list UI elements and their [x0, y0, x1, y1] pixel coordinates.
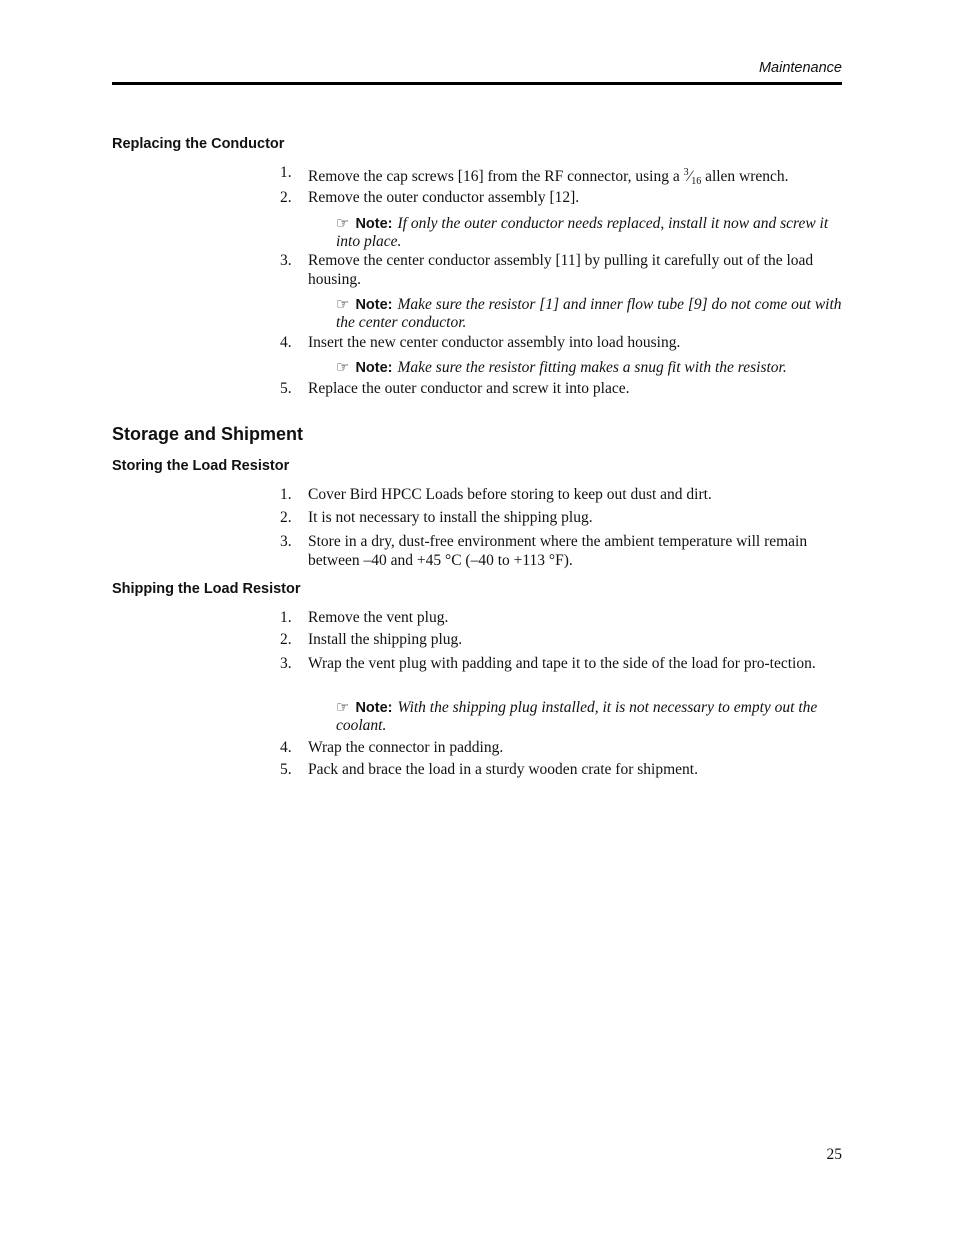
list-item: 2. Install the shipping plug.	[280, 631, 463, 648]
header-rule	[112, 82, 842, 85]
fraction-numerator: 3	[683, 167, 689, 178]
note-label: Note:	[355, 700, 393, 716]
storage-shipment-heading: Storage and Shipment	[112, 424, 304, 444]
note-text: Make sure the resistor [1] and inner flow tube [9] do not come out with the center conductor.	[336, 296, 842, 331]
fraction-slash: ⁄	[688, 168, 692, 185]
note	[336, 699, 842, 734]
list-item: 2. Remove the outer conductor assembly [12].	[280, 189, 580, 206]
list-item: 3. Remove the center conductor assembly [11] by pulling it carefully out of the load housing.	[280, 252, 814, 288]
note-text: Make sure the resistor fitting makes a snug fit with the resistor.	[397, 359, 787, 376]
list-item: 1. Cover Bird HPCC Loads before storing to keep out dust and dirt.	[280, 486, 712, 503]
note	[336, 215, 842, 250]
list-item: 5. Replace the outer conductor and screw it into place.	[280, 380, 630, 397]
list-item: 3. Wrap the vent plug with padding and tape it to the side of the load for pro-tection.	[280, 655, 816, 672]
list-item: 3. Store in a dry, dust-free environment where the ambient temperature will remain between –40 and +45 °C (–40 to +113 °F).	[280, 533, 808, 569]
list-item: 4. Insert the new center conductor assembly into load housing.	[280, 334, 681, 351]
pointing-hand-icon: ☞	[336, 214, 350, 232]
replacing-conductor-heading: Replacing the Conductor	[112, 136, 285, 152]
shipping-heading: Shipping the Load Resistor	[112, 581, 301, 597]
note	[336, 296, 842, 331]
note	[336, 359, 856, 377]
list-item: 4. Wrap the connector in padding.	[280, 739, 504, 756]
pointing-hand-icon: ☞	[336, 698, 350, 716]
pointing-hand-icon: ☞	[336, 358, 350, 376]
list-item: 1. Remove the vent plug.	[280, 609, 449, 626]
list-item: 2. It is not necessary to install the shipping plug.	[280, 509, 593, 526]
note-label: Note:	[355, 360, 393, 376]
running-header: Maintenance	[758, 60, 842, 76]
page-number: 25	[826, 1146, 842, 1163]
note-label: Note:	[355, 216, 393, 232]
storing-heading: Storing the Load Resistor	[112, 458, 290, 474]
pointing-hand-icon: ☞	[336, 295, 350, 313]
list-item: 1. Remove the cap screws [16] from the RF connector, using a $^3⁄_{16}$ allen wrench.	[280, 164, 789, 187]
fraction-denominator: 16	[691, 176, 702, 187]
list-item: 5. Pack and brace the load in a sturdy wooden crate for shipment.	[280, 761, 698, 778]
note-text: With the shipping plug installed, it is not necessary to empty out the coolant.	[336, 699, 818, 734]
note-text: If only the outer conductor needs replaced, install it now and screw it into place.	[336, 215, 829, 250]
note-label: Note:	[355, 297, 393, 313]
